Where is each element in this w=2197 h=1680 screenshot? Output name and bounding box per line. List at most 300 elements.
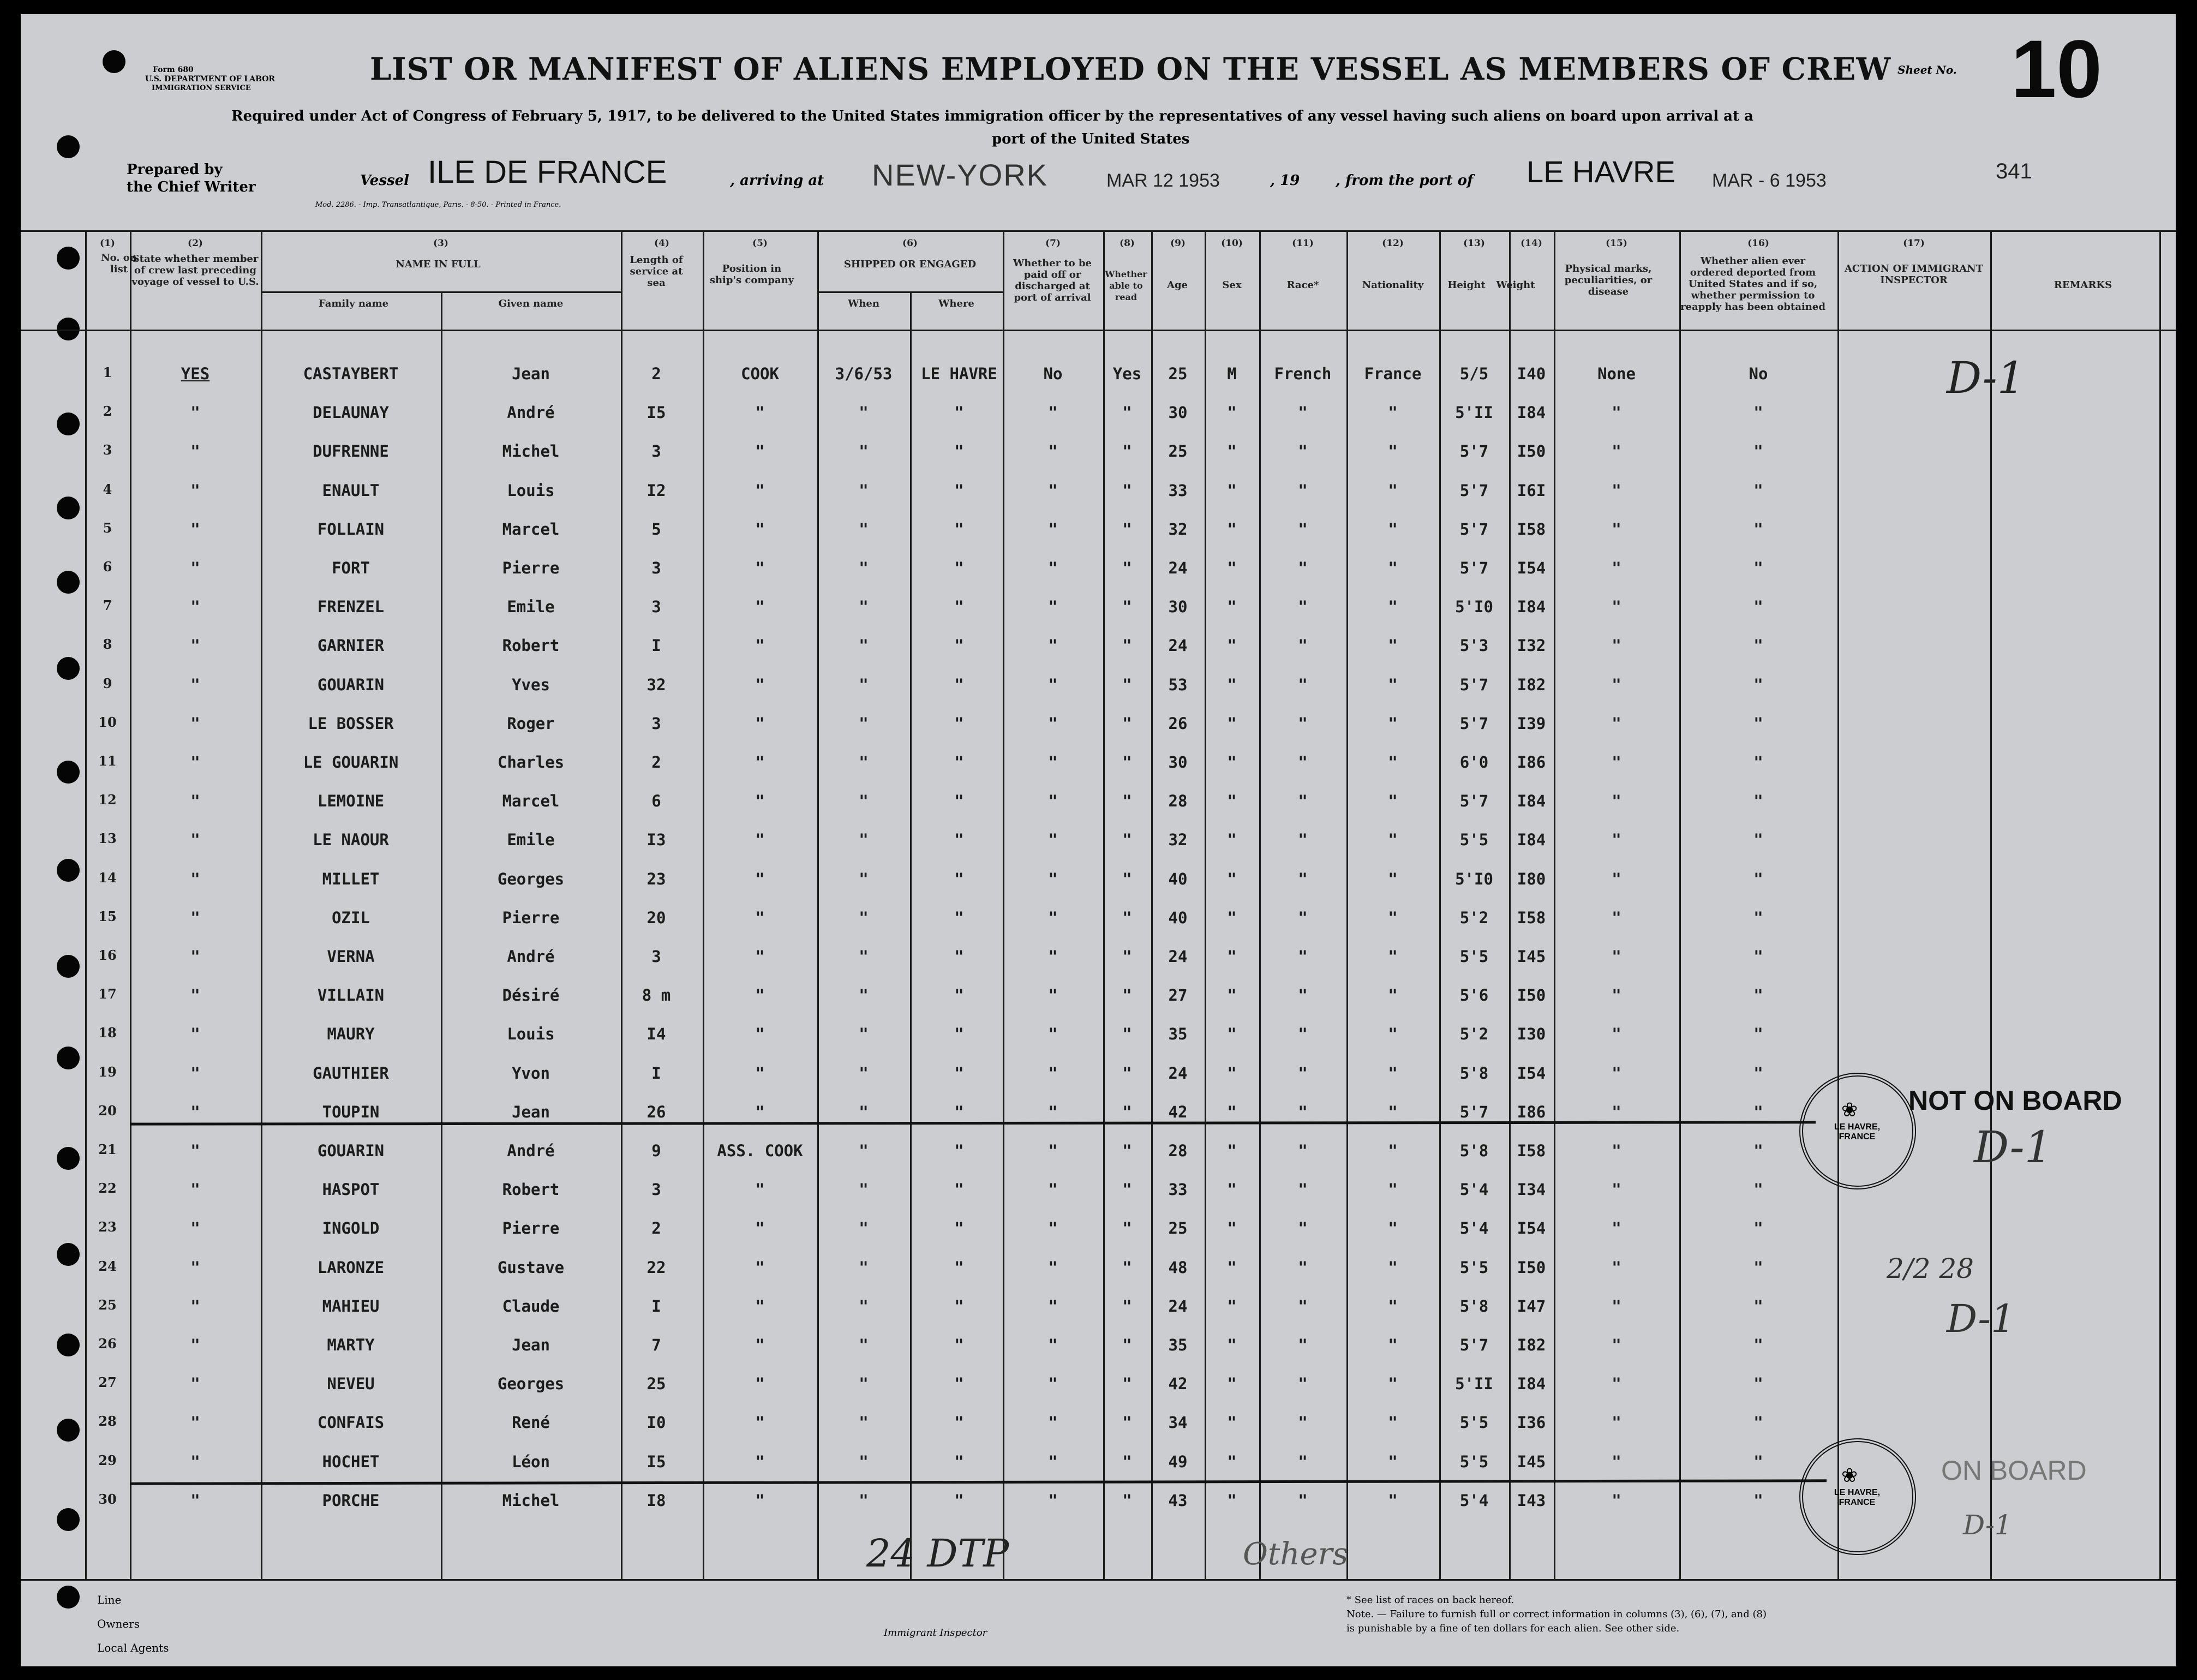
cell-height: 5'6 <box>1459 986 1489 1005</box>
column-number: (11) <box>1292 238 1314 249</box>
eagle-icon: ❀ <box>1841 1464 1858 1486</box>
cell-position: " <box>755 869 765 888</box>
cell-given: Pierre <box>502 1219 560 1238</box>
handwritten-note: 24 DTP <box>866 1531 1009 1576</box>
cell-paid-off: " <box>1048 481 1058 500</box>
cell-age: 30 <box>1168 403 1188 422</box>
cell-where: " <box>954 442 964 461</box>
cell-height: 5'3 <box>1459 636 1489 655</box>
cell-sex: " <box>1227 559 1237 577</box>
cell-given: Claude <box>502 1296 560 1316</box>
cell-age: 30 <box>1168 597 1188 617</box>
cell-prev: " <box>190 1374 200 1394</box>
cell-paid-off: " <box>1048 597 1058 617</box>
cell-race: " <box>1298 1219 1308 1238</box>
cell-family: GAUTHIER <box>313 1063 389 1083</box>
footer-local-agents: Local Agents <box>97 1641 169 1654</box>
cell-read: Yes <box>1112 364 1142 383</box>
cell-family: INGOLD <box>322 1219 380 1238</box>
cell-paid-off: " <box>1048 947 1058 966</box>
cell-position: " <box>755 1258 765 1277</box>
cell-race: " <box>1298 481 1308 500</box>
cell-position: " <box>755 1025 765 1044</box>
cell-weight: I86 <box>1517 753 1546 772</box>
cell-when: " <box>859 1374 869 1394</box>
column-rule <box>85 230 87 1579</box>
cell-service: 22 <box>646 1258 666 1277</box>
cell-position: " <box>755 1452 765 1471</box>
cell-race: " <box>1298 403 1308 422</box>
cell-deported: " <box>1753 1025 1763 1044</box>
cell-marks: " <box>1612 1180 1621 1199</box>
cell-deported: " <box>1753 403 1763 422</box>
cell-weight: I58 <box>1517 908 1546 927</box>
cell-when: " <box>859 675 869 694</box>
cell-nationality: " <box>1388 1374 1398 1394</box>
cell-marks: " <box>1612 1141 1621 1160</box>
cell-service: 3 <box>651 442 661 461</box>
cell-read: " <box>1122 714 1132 733</box>
cell-no: 18 <box>98 1025 117 1041</box>
cell-deported: " <box>1753 1102 1763 1121</box>
cell-given: Robert <box>502 636 560 655</box>
cell-height: 5'7 <box>1459 792 1489 811</box>
cell-read: " <box>1122 908 1132 927</box>
cell-position: " <box>755 1180 765 1199</box>
header-where: Where <box>938 298 974 309</box>
cell-where: " <box>954 753 964 772</box>
cell-prev: " <box>190 1102 200 1121</box>
cell-marks: " <box>1612 675 1621 694</box>
cell-weight: I84 <box>1517 597 1546 617</box>
cell-weight: I58 <box>1517 1141 1546 1160</box>
cell-age: 25 <box>1168 1219 1188 1238</box>
cell-position: " <box>755 830 765 850</box>
arriving-port: NEW-YORK <box>872 158 1048 192</box>
cell-paid-off: " <box>1048 403 1058 422</box>
cell-deported: " <box>1753 1141 1763 1160</box>
cell-no: 3 <box>103 442 112 458</box>
column-number: (7) <box>1045 238 1061 249</box>
column-rule <box>1679 230 1681 1579</box>
cell-no: 28 <box>98 1413 117 1430</box>
cell-where: " <box>954 1141 964 1160</box>
reference-number: 341 <box>1996 159 2032 183</box>
cell-weight: I32 <box>1517 636 1546 655</box>
cell-marks: " <box>1612 1025 1621 1044</box>
cell-nationality: " <box>1388 1141 1398 1160</box>
cell-race: " <box>1298 442 1308 461</box>
cell-paid-off: " <box>1048 714 1058 733</box>
cell-where: LE HAVRE <box>921 364 997 383</box>
cell-where: " <box>954 792 964 811</box>
punch-hole <box>57 318 80 340</box>
cell-height: 5'8 <box>1459 1296 1489 1316</box>
cell-service: I5 <box>646 1452 666 1471</box>
cell-nationality: " <box>1388 1063 1398 1083</box>
cell-nationality: France <box>1364 364 1422 383</box>
cell-when: " <box>859 1141 869 1160</box>
column-rule <box>1439 230 1441 1579</box>
cell-when: " <box>859 442 869 461</box>
cell-no: 22 <box>98 1180 117 1197</box>
cell-deported: " <box>1753 559 1763 577</box>
cell-read: " <box>1122 403 1132 422</box>
cell-age: 35 <box>1168 1025 1188 1044</box>
cell-where: " <box>954 1374 964 1394</box>
cell-given: Michel <box>502 1491 560 1510</box>
not-on-board-stamp-2: ON BOARD <box>1941 1455 2087 1486</box>
cell-when: " <box>859 947 869 966</box>
cell-weight: I30 <box>1517 1025 1546 1044</box>
cell-no: 13 <box>98 830 117 847</box>
cell-race: " <box>1298 830 1308 850</box>
cell-position: " <box>755 519 765 539</box>
cell-height: 5'7 <box>1459 442 1489 461</box>
chief-writer: the Chief Writer <box>127 179 256 195</box>
cell-family: HASPOT <box>322 1180 380 1199</box>
cell-family: TOUPIN <box>322 1102 380 1121</box>
cell-prev: " <box>190 830 200 850</box>
cell-given: Marcel <box>502 792 560 811</box>
cell-read: " <box>1122 1102 1132 1121</box>
cell-read: " <box>1122 753 1132 772</box>
cell-family: MAHIEU <box>322 1296 380 1316</box>
cell-family: OZIL <box>332 908 370 927</box>
cell-nationality: " <box>1388 908 1398 927</box>
cell-height: 5'2 <box>1459 908 1489 927</box>
cell-height: 6'0 <box>1459 753 1489 772</box>
cell-race: " <box>1298 1063 1308 1083</box>
column-number: (6) <box>902 238 918 249</box>
cell-race: " <box>1298 1491 1308 1510</box>
cell-where: " <box>954 1063 964 1083</box>
cell-where: " <box>954 675 964 694</box>
cell-age: 25 <box>1168 442 1188 461</box>
cell-when: " <box>859 714 869 733</box>
cell-race: " <box>1298 559 1308 577</box>
cell-sex: " <box>1227 947 1237 966</box>
cell-family: DELAUNAY <box>313 403 389 422</box>
cell-weight: I34 <box>1517 1180 1546 1199</box>
cell-family: MILLET <box>322 869 380 888</box>
cell-no: 11 <box>98 753 117 769</box>
cell-no: 25 <box>98 1296 117 1313</box>
cell-race: " <box>1298 675 1308 694</box>
cell-where: " <box>954 597 964 617</box>
punch-hole <box>57 247 80 270</box>
cell-deported: " <box>1753 986 1763 1005</box>
cell-family: MAURY <box>327 1025 375 1044</box>
column-number: (2) <box>188 238 203 249</box>
cell-no: 5 <box>103 519 112 536</box>
cell-given: André <box>507 1141 555 1160</box>
cell-sex: " <box>1227 442 1237 461</box>
cell-weight: I82 <box>1517 675 1546 694</box>
cell-weight: I80 <box>1517 869 1546 888</box>
cell-family: FORT <box>332 559 370 577</box>
cell-deported: No <box>1749 364 1768 383</box>
cell-paid-off: " <box>1048 1452 1058 1471</box>
cell-prev: " <box>190 1219 200 1238</box>
cell-race: French <box>1274 364 1332 383</box>
cell-service: 32 <box>646 675 666 694</box>
cell-service: 2 <box>651 364 661 383</box>
cell-prev: " <box>190 559 200 577</box>
cell-no: 6 <box>103 559 112 575</box>
cell-position: " <box>755 675 765 694</box>
column-rule <box>261 230 262 1579</box>
cell-deported: " <box>1753 947 1763 966</box>
cell-weight: I54 <box>1517 1063 1546 1083</box>
cell-weight: I84 <box>1517 792 1546 811</box>
cell-prev: " <box>190 714 200 733</box>
cell-deported: " <box>1753 481 1763 500</box>
cell-deported: " <box>1753 792 1763 811</box>
cell-deported: " <box>1753 442 1763 461</box>
cell-weight: I40 <box>1517 364 1546 383</box>
cell-family: CONFAIS <box>317 1413 385 1432</box>
cell-race: " <box>1298 908 1308 927</box>
cell-age: 40 <box>1168 869 1188 888</box>
cell-height: 5'4 <box>1459 1491 1489 1510</box>
punch-hole <box>57 497 80 519</box>
cell-age: 25 <box>1168 364 1188 383</box>
header-length-of-service: Length of service at sea <box>630 254 683 289</box>
cell-when: " <box>859 1491 869 1510</box>
cell-marks: " <box>1612 403 1621 422</box>
cell-weight: I50 <box>1517 1258 1546 1277</box>
cell-paid-off: " <box>1048 1063 1058 1083</box>
cell-height: 5'I0 <box>1455 597 1493 617</box>
column-rule <box>910 291 912 1579</box>
cell-prev: " <box>190 869 200 888</box>
cell-given: Yvon <box>512 1063 550 1083</box>
cell-no: 4 <box>103 481 112 497</box>
column-number: (3) <box>433 238 448 249</box>
cell-where: " <box>954 519 964 539</box>
cell-race: " <box>1298 1374 1308 1394</box>
subtitle-line-1: Required under Act of Congress of February 5, 1917, to be delivered to the United States immigration officer by the representatives of any vessel having such aliens on board upon arrival at a <box>231 108 1753 124</box>
cell-position: " <box>755 753 765 772</box>
cell-no: 16 <box>98 947 117 963</box>
header-when: When <box>848 298 879 309</box>
cell-weight: I82 <box>1517 1336 1546 1354</box>
cell-paid-off: " <box>1048 636 1058 655</box>
cell-deported: " <box>1753 908 1763 927</box>
cell-no: 9 <box>103 675 112 691</box>
cell-nationality: " <box>1388 869 1398 888</box>
header-no-on-list: No. on list <box>101 252 137 275</box>
cell-read: " <box>1122 1025 1132 1044</box>
column-number: (1) <box>100 238 115 249</box>
cell-position: " <box>755 1374 765 1394</box>
cell-where: " <box>954 986 964 1005</box>
cell-given: Jean <box>512 1102 550 1121</box>
cell-paid-off: " <box>1048 986 1058 1005</box>
cell-sex: " <box>1227 869 1237 888</box>
cell-service: 3 <box>651 947 661 966</box>
cell-height: 5'5 <box>1459 1413 1489 1432</box>
cell-read: " <box>1122 1296 1132 1316</box>
column-rule <box>130 230 131 1579</box>
cell-sex: " <box>1227 675 1237 694</box>
cell-when: " <box>859 636 869 655</box>
cell-no: 12 <box>98 792 117 808</box>
cell-given: Louis <box>507 1025 555 1044</box>
cell-position: " <box>755 597 765 617</box>
cell-prev: " <box>190 986 200 1005</box>
cell-deported: " <box>1753 1258 1763 1277</box>
cell-age: 32 <box>1168 830 1188 850</box>
eagle-icon: ❀ <box>1841 1098 1858 1121</box>
strike-line-row-20 <box>130 1121 1816 1125</box>
cell-height: 5'5 <box>1459 1452 1489 1471</box>
cell-when: " <box>859 519 869 539</box>
cell-read: " <box>1122 559 1132 577</box>
cell-when: " <box>859 1025 869 1044</box>
strike-line-row-29 <box>130 1479 1827 1485</box>
cell-prev: " <box>190 753 200 772</box>
cell-nationality: " <box>1388 792 1398 811</box>
cell-marks: " <box>1612 1452 1621 1471</box>
cell-nationality: " <box>1388 1336 1398 1354</box>
cell-no: 21 <box>98 1141 117 1157</box>
cell-read: " <box>1122 1374 1132 1394</box>
column-number: (16) <box>1747 238 1769 249</box>
cell-age: 49 <box>1168 1452 1188 1471</box>
from-port: LE HAVRE <box>1526 154 1675 189</box>
cell-position: " <box>755 1413 765 1432</box>
cell-family: PORCHE <box>322 1491 380 1510</box>
cell-height: 5'I0 <box>1455 869 1493 888</box>
cell-marks: " <box>1612 1336 1621 1354</box>
cell-where: " <box>954 1102 964 1121</box>
cell-family: GOUARIN <box>317 1141 385 1160</box>
cell-marks: " <box>1612 1258 1621 1277</box>
cell-race: " <box>1298 1452 1308 1471</box>
header-position: Position in ship's company <box>709 263 794 286</box>
cell-given: René <box>512 1413 550 1432</box>
cell-given: Pierre <box>502 559 560 577</box>
cell-prev: " <box>190 1063 200 1083</box>
cell-age: 24 <box>1168 1296 1188 1316</box>
footer-races-note: * See list of races on back hereof. <box>1346 1594 1514 1606</box>
cell-read: " <box>1122 1219 1132 1238</box>
cell-where: " <box>954 1258 964 1277</box>
cell-weight: I6I <box>1517 481 1546 500</box>
column-rule <box>1103 230 1105 1579</box>
cell-paid-off: " <box>1048 792 1058 811</box>
punch-hole <box>57 135 80 158</box>
cell-given: Marcel <box>502 519 560 539</box>
cell-when: " <box>859 403 869 422</box>
cell-nationality: " <box>1388 1296 1398 1316</box>
cell-read: " <box>1122 636 1132 655</box>
cell-read: " <box>1122 519 1132 539</box>
cell-sex: " <box>1227 714 1237 733</box>
cell-position: " <box>755 792 765 811</box>
cell-read: " <box>1122 986 1132 1005</box>
cell-service: 26 <box>646 1102 666 1121</box>
header-bottom-rule <box>21 330 2176 331</box>
cell-position: " <box>755 481 765 500</box>
cell-weight: I50 <box>1517 986 1546 1005</box>
cell-family: CASTAYBERT <box>303 364 399 383</box>
footer-inspector: Immigrant Inspector <box>884 1627 987 1639</box>
cell-paid-off: " <box>1048 1025 1058 1044</box>
cell-age: 43 <box>1168 1491 1188 1510</box>
cell-age: 40 <box>1168 908 1188 927</box>
cell-race: " <box>1298 792 1308 811</box>
header-remarks: REMARKS <box>2054 279 2112 291</box>
cell-no: 1 <box>103 364 112 380</box>
cell-no: 24 <box>98 1258 117 1274</box>
footer-note-1: Note. — Failure to furnish full or correct information in columns (3), (6), (7), and (8) <box>1346 1609 1767 1620</box>
cell-when: " <box>859 869 869 888</box>
column-rule <box>1205 230 1206 1579</box>
cell-marks: " <box>1612 1102 1621 1121</box>
cell-position: " <box>755 636 765 655</box>
cell-given: Georges <box>497 1374 565 1394</box>
cell-deported: " <box>1753 1452 1763 1471</box>
cell-service: 5 <box>651 519 661 539</box>
cell-no: 15 <box>98 908 117 924</box>
cell-age: 32 <box>1168 519 1188 539</box>
cell-service: 3 <box>651 714 661 733</box>
cell-deported: " <box>1753 1219 1763 1238</box>
cell-sex: " <box>1227 1258 1237 1277</box>
cell-when: " <box>859 481 869 500</box>
cell-family: MARTY <box>327 1336 375 1354</box>
cell-age: 24 <box>1168 559 1188 577</box>
cell-sex: " <box>1227 1296 1237 1316</box>
cell-family: GARNIER <box>317 636 385 655</box>
vessel-label: Vessel <box>360 172 410 189</box>
cell-no: 23 <box>98 1219 117 1235</box>
cell-when: " <box>859 1452 869 1471</box>
cell-marks: " <box>1612 869 1621 888</box>
cell-when: " <box>859 792 869 811</box>
cell-when: " <box>859 559 869 577</box>
cell-read: " <box>1122 869 1132 888</box>
cell-family: DUFRENNE <box>313 442 389 461</box>
cell-where: " <box>954 1452 964 1471</box>
punch-hole <box>57 657 80 680</box>
remark-row-25: D-1 <box>1947 1296 2015 1341</box>
cell-deported: " <box>1753 714 1763 733</box>
cell-when: " <box>859 1413 869 1432</box>
cell-no: 14 <box>98 869 117 886</box>
cell-weight: I47 <box>1517 1296 1546 1316</box>
punch-hole <box>57 1243 80 1266</box>
cell-age: 48 <box>1168 1258 1188 1277</box>
cell-position: " <box>755 714 765 733</box>
cell-height: 5'7 <box>1459 675 1489 694</box>
cell-age: 42 <box>1168 1374 1188 1394</box>
cell-prev: " <box>190 597 200 617</box>
cell-when: " <box>859 1258 869 1277</box>
cell-marks: " <box>1612 559 1621 577</box>
cell-where: " <box>954 1336 964 1354</box>
cell-sex: " <box>1227 908 1237 927</box>
printer-mod-line: Mod. 2286. - Imp. Transatlantique, Paris. - 8-50. - Printed in France. <box>315 201 561 209</box>
cell-given: Léon <box>512 1452 550 1471</box>
cell-where: " <box>954 830 964 850</box>
column-rule <box>1151 230 1153 1579</box>
cell-age: 33 <box>1168 481 1188 500</box>
cell-nationality: " <box>1388 753 1398 772</box>
